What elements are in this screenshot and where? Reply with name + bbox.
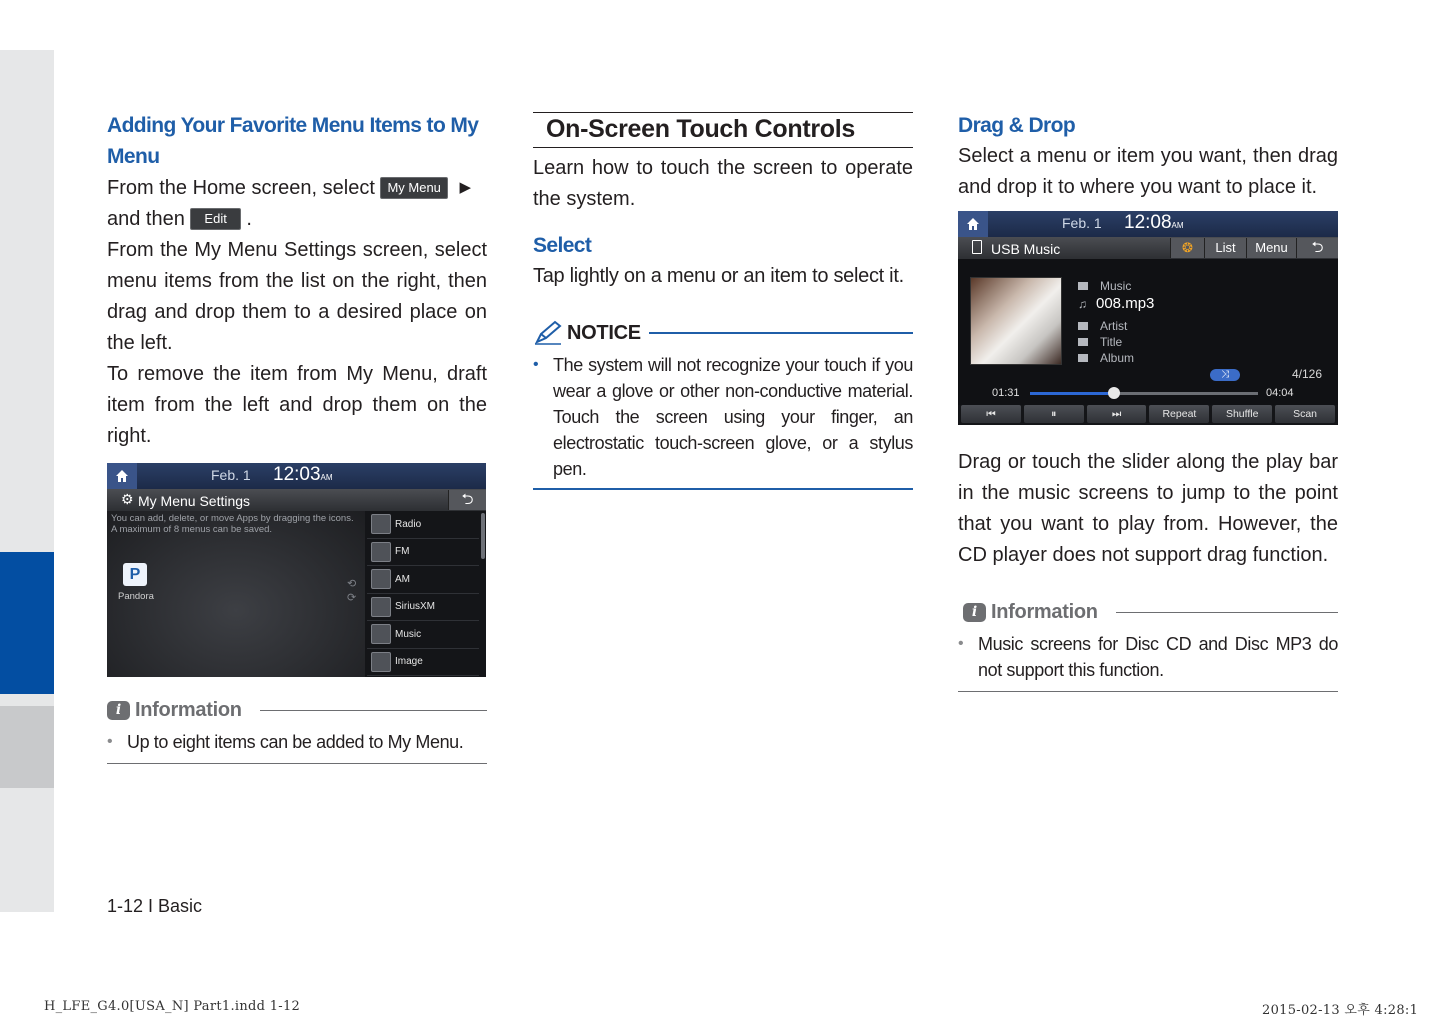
- list-item-label: FM: [395, 546, 410, 558]
- hint-text: [111, 513, 361, 535]
- section-title: On-Screen Touch Controls: [533, 112, 913, 148]
- fm-icon: [371, 542, 391, 562]
- heading-select: Select: [533, 234, 592, 257]
- pause-button[interactable]: ⏸: [1024, 405, 1084, 423]
- text-fragment: .: [246, 208, 252, 230]
- album-icon: [1078, 354, 1088, 362]
- hint-line: You can add, delete, or move Apps by dragging the icons.: [111, 513, 354, 524]
- siriusxm-icon: [371, 597, 391, 617]
- home-icon: [107, 463, 137, 489]
- bullet-icon: •: [958, 635, 964, 652]
- shuffle-button[interactable]: Shuffle: [1212, 405, 1272, 423]
- gear-icon: ⚙: [121, 491, 134, 507]
- column-drag-drop: [958, 110, 1338, 692]
- artist-icon: [1078, 322, 1088, 330]
- folder-name: Music: [1100, 279, 1132, 293]
- folder-row: [1078, 279, 1131, 293]
- artist-row: [1078, 319, 1127, 333]
- my-menu-settings-screenshot: [107, 463, 486, 677]
- screen-time: [1124, 212, 1184, 234]
- radio-icon: [371, 514, 391, 534]
- divider: [107, 763, 487, 764]
- pandora-app-icon: P: [123, 563, 147, 586]
- list-item-label: Music: [395, 628, 422, 640]
- bullet-icon: •: [107, 733, 113, 750]
- time-value: 12:08: [1124, 212, 1172, 233]
- next-track-button[interactable]: ⏭: [1087, 405, 1147, 423]
- divider: [649, 332, 913, 334]
- information-label: Information: [991, 600, 1098, 623]
- track-count: 4/126: [1291, 367, 1322, 381]
- track-row: [1078, 295, 1154, 312]
- list-item: [367, 649, 479, 677]
- text-fragment: and then: [107, 208, 185, 230]
- bullet-icon: •: [533, 356, 539, 373]
- notice-text: The system will not recognize your touch if you wear a glove or other non-conductive material. Touch the screen using your finger, an electrostatic touch-screen glove, or a stylus pen.: [553, 355, 913, 479]
- menu-button: Menu: [1246, 238, 1296, 258]
- info-icon: i: [963, 603, 986, 622]
- paragraph-intro: Learn how to touch the screen to operate the system.: [533, 157, 913, 210]
- divider: [533, 488, 913, 490]
- song-title: Title: [1100, 335, 1123, 349]
- scan-button[interactable]: Scan: [1275, 405, 1335, 423]
- information-item: [958, 631, 1338, 683]
- am-icon: [371, 569, 391, 589]
- column-touch-controls: [533, 112, 913, 490]
- info-icon: i: [107, 701, 130, 720]
- list-item: [367, 594, 479, 622]
- print-slug-file: H_LFE_G4.0[USA_N] Part1.indd 1-12: [44, 999, 301, 1014]
- progress-fill: [1030, 392, 1114, 395]
- list-item: [367, 566, 479, 594]
- notice-item: [533, 352, 913, 482]
- screen-date: Feb. 1: [1062, 215, 1102, 231]
- album-name: Album: [1100, 351, 1135, 365]
- notice-label: NOTICE: [567, 321, 641, 344]
- my-menu-area: [107, 511, 365, 677]
- total-time: 04:04: [1266, 387, 1294, 399]
- screen-title: USB Music: [991, 241, 1061, 257]
- back-icon: ⮌: [1296, 238, 1338, 258]
- list-item: [367, 621, 479, 649]
- information-text: Music screens for Disc CD and Disc MP3 do not support this function.: [978, 634, 1338, 680]
- scrollbar: [481, 513, 485, 559]
- paragraph-slider: Drag or touch the slider along the play bar in the music screens to jump to the point that you want to play from. However, the CD player does not support drag function.: [958, 451, 1338, 566]
- list-item-label: AM: [395, 573, 410, 585]
- information-item: [107, 729, 487, 755]
- information-header: [107, 697, 487, 723]
- paragraph-drag-intro: Select a menu or item you want, then drag and drop it to where you want to place it.: [958, 145, 1338, 198]
- information-text: Up to eight items can be added to My Menu.: [127, 732, 464, 752]
- repeat-button[interactable]: Repeat: [1149, 405, 1209, 423]
- list-item: [367, 539, 479, 567]
- home-icon: [958, 211, 988, 237]
- artist-name: Artist: [1100, 319, 1128, 333]
- back-icon: ⮌: [448, 490, 486, 510]
- paragraph-select-my-menu: [107, 172, 487, 235]
- column-my-menu: [107, 110, 487, 764]
- title-bar: [958, 237, 1338, 259]
- information-header: [958, 599, 1338, 625]
- playback-controls: [958, 405, 1338, 425]
- list-item-label: SiriusXM: [395, 601, 436, 613]
- screen-date: Feb. 1: [211, 467, 251, 483]
- page-number: 1-12 I Basic: [107, 896, 203, 916]
- time-ampm: AM: [1171, 221, 1184, 230]
- divider: [1116, 612, 1338, 613]
- folder-icon: [1078, 282, 1088, 290]
- notice-header: [533, 320, 913, 346]
- progress-slider-handle[interactable]: [1108, 387, 1120, 399]
- time-ampm: AM: [320, 473, 333, 482]
- edit-button-chip: Edit: [190, 208, 240, 230]
- paragraph-drag-to-add: From the My Menu Settings screen, select menu items from the list on the right, then drag and drop them to a desired place on the left.: [107, 239, 487, 354]
- heading-drag-drop: Drag & Drop: [958, 114, 1076, 137]
- time-value: 12:03: [273, 464, 321, 485]
- music-icon: [371, 624, 391, 644]
- paragraph-remove-item: To remove the item from My Menu, draft item from the left and drop them on the right.: [107, 363, 487, 447]
- music-note-icon: ♫: [1078, 297, 1087, 311]
- progress-track[interactable]: [1030, 392, 1258, 395]
- paragraph-select: Tap lightly on a menu or an item to select it.: [533, 265, 904, 287]
- chapter-tab-active: [0, 552, 54, 694]
- screen-title: My Menu Settings: [138, 493, 251, 509]
- heading-add-favorite: Adding Your Favorite Menu Items to My Menu: [107, 114, 479, 168]
- elapsed-time: 01:31: [992, 387, 1020, 399]
- chapter-tab: [0, 706, 54, 788]
- divider: [260, 710, 487, 711]
- list-item: [367, 511, 479, 539]
- usb-music-screenshot: [958, 211, 1338, 425]
- album-art: [970, 277, 1062, 365]
- text-fragment: From the Home screen, select: [107, 177, 375, 199]
- my-menu-button-chip: My Menu: [380, 177, 447, 199]
- image-icon: [371, 652, 391, 672]
- disc-icon: [1078, 338, 1088, 346]
- arrow-right-icon: ▶: [459, 179, 472, 196]
- album-row: [1078, 351, 1134, 365]
- list-button: List: [1204, 238, 1246, 258]
- now-playing-area: [958, 259, 1338, 405]
- notice-box: [533, 320, 913, 490]
- pandora-app-label: Pandora: [118, 591, 154, 602]
- title-row: [1078, 335, 1122, 349]
- previous-track-button[interactable]: ⏮: [961, 405, 1021, 423]
- list-item-label: Radio: [395, 518, 422, 530]
- drag-arrows-icon: ⟲ ⟳: [347, 578, 357, 604]
- sound-effect-icon: ❂: [1170, 238, 1204, 258]
- screen-time: [273, 464, 333, 486]
- information-box: [107, 697, 487, 764]
- information-label: Information: [135, 698, 242, 721]
- usb-icon: [972, 240, 982, 254]
- menu-item-list: [367, 511, 479, 677]
- information-box: [958, 599, 1338, 692]
- list-item-label: Image: [395, 656, 423, 668]
- pencil-icon: [533, 320, 563, 346]
- title-bar: [107, 489, 486, 511]
- hint-line: A maximum of 8 menus can be saved.: [111, 524, 273, 535]
- shuffle-indicator-icon: ⤨: [1210, 369, 1240, 381]
- print-slug-date: 2015-02-13 오후 4:28:1: [1262, 1003, 1419, 1018]
- track-name: 008.mp3: [1096, 295, 1155, 312]
- divider: [958, 691, 1338, 692]
